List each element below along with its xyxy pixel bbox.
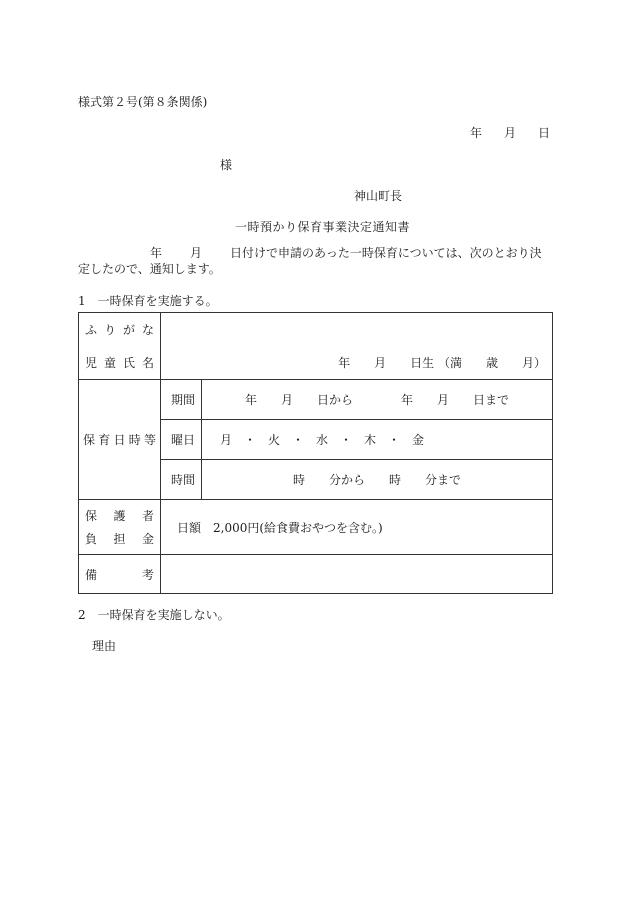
label-char: が xyxy=(122,322,135,337)
label-char: 担 xyxy=(113,532,126,546)
furigana-value xyxy=(161,313,553,346)
date-year: 年 xyxy=(469,126,482,140)
weekday-value: 月 ・ 火 ・ 水 ・ 木 ・ 金 xyxy=(202,420,553,460)
care-label xyxy=(79,380,161,500)
date-day: 日 xyxy=(537,126,550,140)
addressee-suffix: 様 xyxy=(220,158,233,172)
furigana-label xyxy=(79,313,161,346)
label-char: 備 xyxy=(85,567,98,582)
reason-label: 理由 xyxy=(92,639,117,653)
label-char: 保 xyxy=(83,433,96,447)
time-value: 時 分から 時 分まで xyxy=(202,460,553,500)
body-month: 月 xyxy=(190,246,203,260)
label-char: 時 xyxy=(128,433,141,447)
label-char: 児 xyxy=(85,355,98,370)
label-char: 育 xyxy=(98,433,111,447)
body-rest: 日付けで申請のあった一時保育については、次のとおり決定したので、通知します。 xyxy=(78,246,542,276)
child-name-label xyxy=(79,345,161,380)
date-month: 月 xyxy=(503,126,516,140)
label-char: 者 xyxy=(141,509,154,523)
decision-table xyxy=(78,312,553,594)
label-char: 負 xyxy=(85,532,98,546)
section-2-heading: 2 一時保育を実施しない。 xyxy=(78,608,230,622)
fee-value: 日額 2,000円(給食費おやつを含む。) xyxy=(161,500,553,555)
label-char: な xyxy=(141,322,154,337)
body-year: 年 xyxy=(150,246,163,260)
sender: 神山町長 xyxy=(354,189,403,203)
period-label: 期間 xyxy=(161,380,202,420)
label-char: 金 xyxy=(141,532,154,546)
remarks-value xyxy=(161,555,553,594)
label-char: 保 xyxy=(85,509,98,523)
label-char: 護 xyxy=(113,509,126,523)
period-value: 年 月 日から 年 月 日まで xyxy=(202,380,553,420)
birth-date-value: 年 月 日生 （満 歳 月） xyxy=(161,345,553,380)
label-char: 童 xyxy=(103,355,116,370)
care-label-text xyxy=(79,431,160,448)
weekday-label: 曜日 xyxy=(161,420,202,460)
remarks-label xyxy=(79,555,161,594)
label-char: ふ xyxy=(85,322,98,337)
label-char: り xyxy=(103,322,116,337)
guardian-fee-label xyxy=(79,500,161,555)
body-paragraph xyxy=(78,245,552,277)
section-1-heading: 1 一時保育を実施する。 xyxy=(78,294,218,308)
label-char: 考 xyxy=(141,567,154,582)
label-char: 氏 xyxy=(122,355,135,370)
date-line xyxy=(448,124,550,141)
document-title: 一時預かり保育事業決定通知書 xyxy=(235,220,411,234)
label-char: 日 xyxy=(113,433,126,447)
time-label: 時間 xyxy=(161,460,202,500)
form-number: 様式第２号(第８条関係) xyxy=(78,95,208,109)
label-char: 等 xyxy=(143,433,156,447)
label-char: 名 xyxy=(141,355,154,370)
